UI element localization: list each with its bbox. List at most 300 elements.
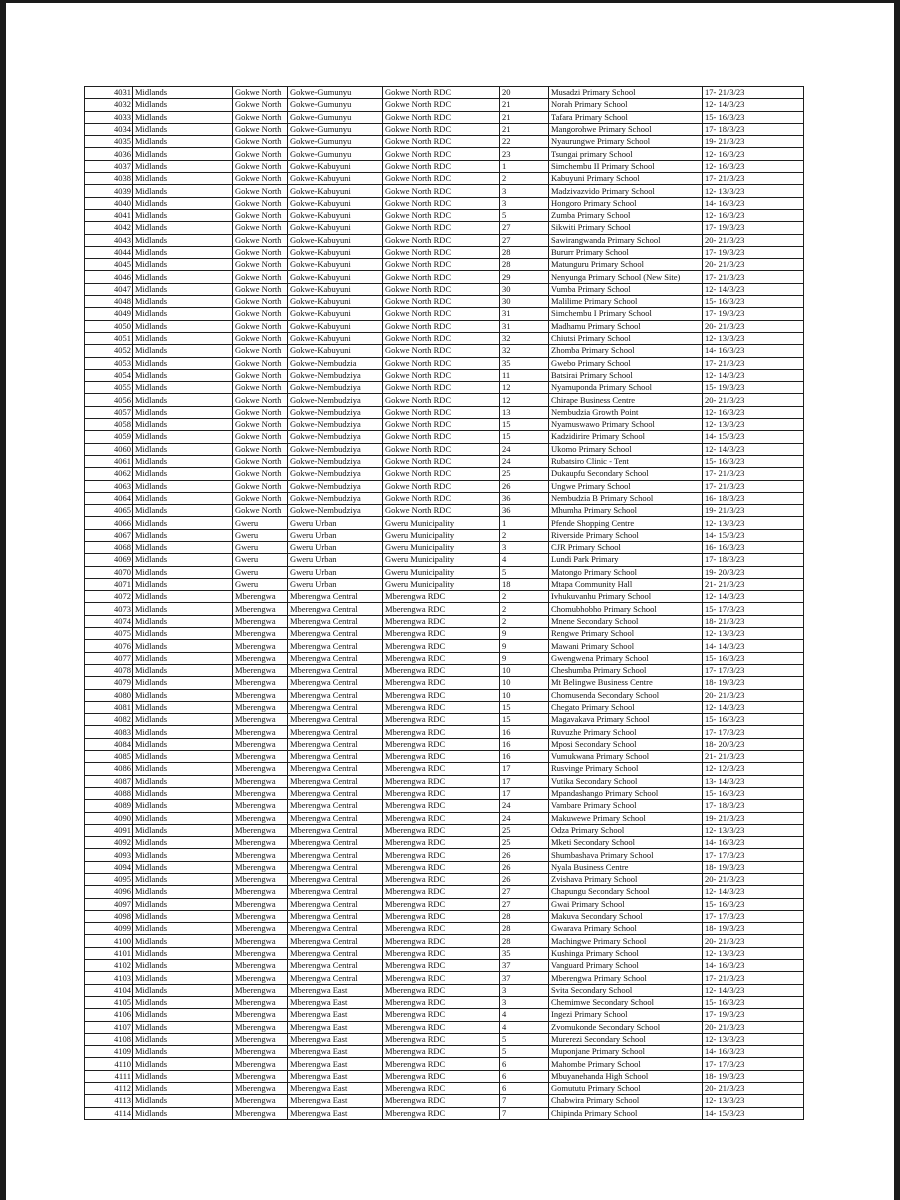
row-number-cell: 4104 [85,984,133,996]
district-cell: Gokwe North [233,246,288,258]
district-cell: Mberengwa [233,677,288,689]
province-cell: Midlands [133,689,233,701]
dates-cell: 18- 19/3/23 [703,1070,804,1082]
province-cell: Midlands [133,87,233,99]
district-cell: Mberengwa [233,787,288,799]
dates-cell: 17- 21/3/23 [703,468,804,480]
polling-station-cell: Batsirai Primary School [549,369,703,381]
table-row [85,1033,804,1045]
table-row [85,517,804,529]
ward-cell: 27 [500,234,549,246]
district-cell: Mberengwa [233,861,288,873]
ward-cell: 28 [500,259,549,271]
dates-cell: 17- 21/3/23 [703,87,804,99]
dates-cell: 12- 13/3/23 [703,185,804,197]
constituency-cell: Mberengwa Central [288,652,383,664]
dates-cell: 17- 19/3/23 [703,222,804,234]
constituency-cell: Mberengwa East [288,996,383,1008]
local-authority-cell: Mberengwa RDC [383,1021,500,1033]
polling-station-cell: Nenyunga Primary School (New Site) [549,271,703,283]
polling-station-cell: Lundi Park Primary [549,554,703,566]
province-cell: Midlands [133,419,233,431]
table-row [85,234,804,246]
district-cell: Gokwe North [233,283,288,295]
local-authority-cell: Gokwe North RDC [383,394,500,406]
province-cell: Midlands [133,640,233,652]
ward-cell: 26 [500,480,549,492]
local-authority-cell: Gokwe North RDC [383,246,500,258]
province-cell: Midlands [133,996,233,1008]
district-cell: Gokwe North [233,173,288,185]
row-number-cell: 4035 [85,136,133,148]
district-cell: Gweru [233,541,288,553]
table-row [85,394,804,406]
dates-cell: 15- 16/3/23 [703,996,804,1008]
dates-cell: 20- 21/3/23 [703,874,804,886]
table-row [85,898,804,910]
table-row [85,246,804,258]
province-cell: Midlands [133,492,233,504]
province-cell: Midlands [133,738,233,750]
district-cell: Gokwe North [233,296,288,308]
row-number-cell: 4111 [85,1070,133,1082]
table-row [85,775,804,787]
constituency-cell: Mberengwa Central [288,935,383,947]
table-row [85,726,804,738]
province-cell: Midlands [133,173,233,185]
local-authority-cell: Gokwe North RDC [383,173,500,185]
row-number-cell: 4107 [85,1021,133,1033]
ward-cell: 17 [500,787,549,799]
local-authority-cell: Gokwe North RDC [383,406,500,418]
dates-cell: 20- 21/3/23 [703,320,804,332]
dates-cell: 12- 13/3/23 [703,517,804,529]
row-number-cell: 4084 [85,738,133,750]
local-authority-cell: Gokwe North RDC [383,123,500,135]
district-cell: Mberengwa [233,824,288,836]
polling-station-cell: Riverside Primary School [549,529,703,541]
dates-cell: 15- 16/3/23 [703,455,804,467]
local-authority-cell: Gokwe North RDC [383,382,500,394]
local-authority-cell: Mberengwa RDC [383,615,500,627]
row-number-cell: 4046 [85,271,133,283]
district-cell: Mberengwa [233,837,288,849]
polling-station-cell: Norah Primary School [549,99,703,111]
province-cell: Midlands [133,123,233,135]
ward-cell: 26 [500,861,549,873]
row-number-cell: 4076 [85,640,133,652]
ward-cell: 36 [500,505,549,517]
table-row [85,345,804,357]
constituency-cell: Gokwe-Nembudziya [288,431,383,443]
dates-cell: 17- 21/3/23 [703,357,804,369]
dates-cell: 12- 13/3/23 [703,1095,804,1107]
district-cell: Mberengwa [233,972,288,984]
dates-cell: 14- 14/3/23 [703,640,804,652]
province-cell: Midlands [133,345,233,357]
table-row [85,87,804,99]
ward-cell: 5 [500,1046,549,1058]
district-cell: Gokwe North [233,492,288,504]
constituency-cell: Gokwe-Nembudziya [288,505,383,517]
polling-station-cell: Nyaurungwe Primary School [549,136,703,148]
province-cell: Midlands [133,615,233,627]
dates-cell: 12- 13/3/23 [703,628,804,640]
local-authority-cell: Mberengwa RDC [383,714,500,726]
row-number-cell: 4088 [85,787,133,799]
province-cell: Midlands [133,874,233,886]
dates-cell: 12- 16/3/23 [703,148,804,160]
district-cell: Mberengwa [233,812,288,824]
polling-station-cell: Chiutsi Primary School [549,332,703,344]
ward-cell: 35 [500,947,549,959]
ward-cell: 21 [500,111,549,123]
dates-cell: 14- 16/3/23 [703,837,804,849]
table-row [85,689,804,701]
district-cell: Gokwe North [233,443,288,455]
province-cell: Midlands [133,222,233,234]
constituency-cell: Mberengwa Central [288,689,383,701]
ward-cell: 21 [500,123,549,135]
district-cell: Mberengwa [233,1095,288,1107]
row-number-cell: 4098 [85,910,133,922]
ward-cell: 3 [500,541,549,553]
constituency-cell: Mberengwa Central [288,615,383,627]
constituency-cell: Mberengwa Central [288,824,383,836]
province-cell: Midlands [133,406,233,418]
table-row [85,874,804,886]
district-cell: Gokwe North [233,222,288,234]
polling-station-cell: Vumba Primary School [549,283,703,295]
table-row [85,431,804,443]
row-number-cell: 4064 [85,492,133,504]
polling-station-cell: Mawani Primary School [549,640,703,652]
district-cell: Gokwe North [233,87,288,99]
ward-cell: 17 [500,763,549,775]
constituency-cell: Mberengwa Central [288,603,383,615]
ward-cell: 7 [500,1107,549,1119]
row-number-cell: 4092 [85,837,133,849]
table-row [85,960,804,972]
row-number-cell: 4083 [85,726,133,738]
province-cell: Midlands [133,849,233,861]
constituency-cell: Mberengwa Central [288,664,383,676]
local-authority-cell: Gokwe North RDC [383,443,500,455]
polling-station-cell: Makuwewe Primary School [549,812,703,824]
polling-station-cell: Ungwe Primary School [549,480,703,492]
scan-edge-left [0,0,6,1200]
constituency-cell: Mberengwa Central [288,800,383,812]
local-authority-cell: Gweru Municipality [383,541,500,553]
district-cell: Gokwe North [233,394,288,406]
ward-cell: 10 [500,677,549,689]
constituency-cell: Mberengwa Central [288,738,383,750]
table-row [85,812,804,824]
polling-station-cell: Kadzidirire Primary School [549,431,703,443]
province-cell: Midlands [133,652,233,664]
province-cell: Midlands [133,824,233,836]
dates-cell: 19- 21/3/23 [703,136,804,148]
row-number-cell: 4045 [85,259,133,271]
dates-cell: 12- 13/3/23 [703,332,804,344]
province-cell: Midlands [133,591,233,603]
polling-station-cell: Sawirangwanda Primary School [549,234,703,246]
ward-cell: 37 [500,972,549,984]
table-row [85,664,804,676]
constituency-cell: Gweru Urban [288,566,383,578]
row-number-cell: 4097 [85,898,133,910]
local-authority-cell: Gokwe North RDC [383,320,500,332]
ward-cell: 1 [500,517,549,529]
ward-cell: 28 [500,910,549,922]
district-cell: Mberengwa [233,996,288,1008]
table-row [85,652,804,664]
constituency-cell: Gokwe-Kabuyuni [288,296,383,308]
local-authority-cell: Gokwe North RDC [383,505,500,517]
province-cell: Midlands [133,935,233,947]
local-authority-cell: Mberengwa RDC [383,787,500,799]
province-cell: Midlands [133,357,233,369]
province-cell: Midlands [133,837,233,849]
polling-station-cell: Mketi Secondary School [549,837,703,849]
ward-cell: 29 [500,271,549,283]
table-row [85,751,804,763]
table-row [85,369,804,381]
province-cell: Midlands [133,1009,233,1021]
row-number-cell: 4079 [85,677,133,689]
district-cell: Gokwe North [233,419,288,431]
local-authority-cell: Gokwe North RDC [383,345,500,357]
dates-cell: 12- 14/3/23 [703,99,804,111]
constituency-cell: Gokwe-Gumunyu [288,136,383,148]
table-row [85,1095,804,1107]
table-row [85,136,804,148]
ward-cell: 3 [500,185,549,197]
ward-cell: 26 [500,874,549,886]
ward-cell: 9 [500,628,549,640]
district-cell: Mberengwa [233,591,288,603]
province-cell: Midlands [133,787,233,799]
district-cell: Gokwe North [233,320,288,332]
ward-cell: 35 [500,357,549,369]
polling-station-cell: Mpandashango Primary School [549,787,703,799]
local-authority-cell: Mberengwa RDC [383,1070,500,1082]
district-cell: Mberengwa [233,640,288,652]
constituency-cell: Mberengwa Central [288,886,383,898]
constituency-cell: Gokwe-Kabuyuni [288,185,383,197]
province-cell: Midlands [133,1058,233,1070]
district-cell: Gokwe North [233,332,288,344]
ward-cell: 18 [500,578,549,590]
province-cell: Midlands [133,209,233,221]
province-cell: Midlands [133,382,233,394]
province-cell: Midlands [133,628,233,640]
constituency-cell: Gokwe-Kabuyuni [288,222,383,234]
row-number-cell: 4070 [85,566,133,578]
table-row [85,910,804,922]
row-number-cell: 4051 [85,332,133,344]
local-authority-cell: Mberengwa RDC [383,886,500,898]
constituency-cell: Mberengwa East [288,1070,383,1082]
dates-cell: 15- 16/3/23 [703,652,804,664]
polling-station-cell: Chegato Primary School [549,701,703,713]
ward-cell: 12 [500,394,549,406]
constituency-cell: Gokwe-Kabuyuni [288,173,383,185]
province-cell: Midlands [133,320,233,332]
constituency-cell: Mberengwa Central [288,628,383,640]
constituency-cell: Mberengwa Central [288,960,383,972]
constituency-cell: Gokwe-Nembudziya [288,480,383,492]
district-cell: Gweru [233,517,288,529]
district-cell: Mberengwa [233,714,288,726]
polling-station-cell: Cheshumba Primary School [549,664,703,676]
table-row [85,160,804,172]
polling-station-cell: Mposi Secondary School [549,738,703,750]
table-row [85,419,804,431]
table-row [85,332,804,344]
district-cell: Mberengwa [233,886,288,898]
ward-cell: 30 [500,283,549,295]
province-cell: Midlands [133,369,233,381]
province-cell: Midlands [133,578,233,590]
row-number-cell: 4042 [85,222,133,234]
local-authority-cell: Gweru Municipality [383,566,500,578]
dates-cell: 17- 19/3/23 [703,246,804,258]
row-number-cell: 4067 [85,529,133,541]
dates-cell: 15- 16/3/23 [703,898,804,910]
province-cell: Midlands [133,726,233,738]
province-cell: Midlands [133,554,233,566]
constituency-cell: Gokwe-Kabuyuni [288,271,383,283]
ward-cell: 37 [500,960,549,972]
dates-cell: 12- 13/3/23 [703,419,804,431]
local-authority-cell: Mberengwa RDC [383,628,500,640]
local-authority-cell: Mberengwa RDC [383,849,500,861]
row-number-cell: 4075 [85,628,133,640]
polling-station-cell: Mahombe Primary School [549,1058,703,1070]
dates-cell: 15- 16/3/23 [703,111,804,123]
ward-cell: 15 [500,419,549,431]
ward-cell: 5 [500,1033,549,1045]
table-row [85,468,804,480]
table-row [85,640,804,652]
province-cell: Midlands [133,947,233,959]
table-row [85,283,804,295]
ward-cell: 15 [500,431,549,443]
local-authority-cell: Gokwe North RDC [383,271,500,283]
district-cell: Mberengwa [233,1070,288,1082]
constituency-cell: Gokwe-Kabuyuni [288,197,383,209]
polling-station-cell: Bururr Primary School [549,246,703,258]
province-cell: Midlands [133,332,233,344]
local-authority-cell: Mberengwa RDC [383,874,500,886]
dates-cell: 17- 18/3/23 [703,554,804,566]
table-row [85,480,804,492]
constituency-cell: Gokwe-Kabuyuni [288,234,383,246]
ward-cell: 6 [500,1070,549,1082]
row-number-cell: 4077 [85,652,133,664]
row-number-cell: 4044 [85,246,133,258]
row-number-cell: 4109 [85,1046,133,1058]
district-cell: Gokwe North [233,382,288,394]
row-number-cell: 4060 [85,443,133,455]
table-row [85,123,804,135]
local-authority-cell: Gokwe North RDC [383,419,500,431]
local-authority-cell: Gokwe North RDC [383,136,500,148]
ward-cell: 24 [500,455,549,467]
row-number-cell: 4058 [85,419,133,431]
dates-cell: 20- 21/3/23 [703,689,804,701]
local-authority-cell: Gokwe North RDC [383,185,500,197]
constituency-cell: Gokwe-Kabuyuni [288,246,383,258]
table-row [85,209,804,221]
ward-cell: 9 [500,640,549,652]
ward-cell: 17 [500,775,549,787]
constituency-cell: Mberengwa Central [288,812,383,824]
row-number-cell: 4112 [85,1083,133,1095]
dates-cell: 17- 18/3/23 [703,123,804,135]
district-cell: Gweru [233,554,288,566]
row-number-cell: 4039 [85,185,133,197]
ward-cell: 31 [500,308,549,320]
polling-station-cell: Nembudzia Growth Point [549,406,703,418]
constituency-cell: Mberengwa Central [288,861,383,873]
ward-cell: 10 [500,689,549,701]
polling-station-cell: Nyamuponda Primary School [549,382,703,394]
local-authority-cell: Mberengwa RDC [383,1046,500,1058]
table-row [85,677,804,689]
province-cell: Midlands [133,677,233,689]
polling-station-cell: Ivhukuvanhu Primary School [549,591,703,603]
table-row [85,849,804,861]
constituency-cell: Gokwe-Gumunyu [288,99,383,111]
district-cell: Mberengwa [233,615,288,627]
local-authority-cell: Mberengwa RDC [383,1083,500,1095]
dates-cell: 18- 19/3/23 [703,861,804,873]
local-authority-cell: Gokwe North RDC [383,431,500,443]
dates-cell: 17- 21/3/23 [703,480,804,492]
polling-station-cell: Tafara Primary School [549,111,703,123]
table-row [85,628,804,640]
row-number-cell: 4085 [85,751,133,763]
ward-cell: 10 [500,664,549,676]
constituency-cell: Gweru Urban [288,554,383,566]
polling-station-cell: Sikwiti Primary School [549,222,703,234]
ward-cell: 2 [500,615,549,627]
row-number-cell: 4114 [85,1107,133,1119]
province-cell: Midlands [133,1021,233,1033]
table-row [85,1046,804,1058]
table-row [85,1083,804,1095]
district-cell: Mberengwa [233,1058,288,1070]
row-number-cell: 4056 [85,394,133,406]
row-number-cell: 4047 [85,283,133,295]
polling-station-cell: Nembudzia B Primary School [549,492,703,504]
table-row [85,861,804,873]
district-cell: Mberengwa [233,664,288,676]
dates-cell: 14- 15/3/23 [703,529,804,541]
ward-cell: 25 [500,824,549,836]
polling-station-cell: Vanguard Primary School [549,960,703,972]
dates-cell: 14- 15/3/23 [703,431,804,443]
polling-station-cell: Vambare Primary School [549,800,703,812]
constituency-cell: Gokwe-Gumunyu [288,111,383,123]
polling-station-cell: Nyamuswawo Primary School [549,419,703,431]
dates-cell: 14- 16/3/23 [703,960,804,972]
ward-cell: 6 [500,1083,549,1095]
dates-cell: 21- 21/3/23 [703,578,804,590]
table-row [85,296,804,308]
